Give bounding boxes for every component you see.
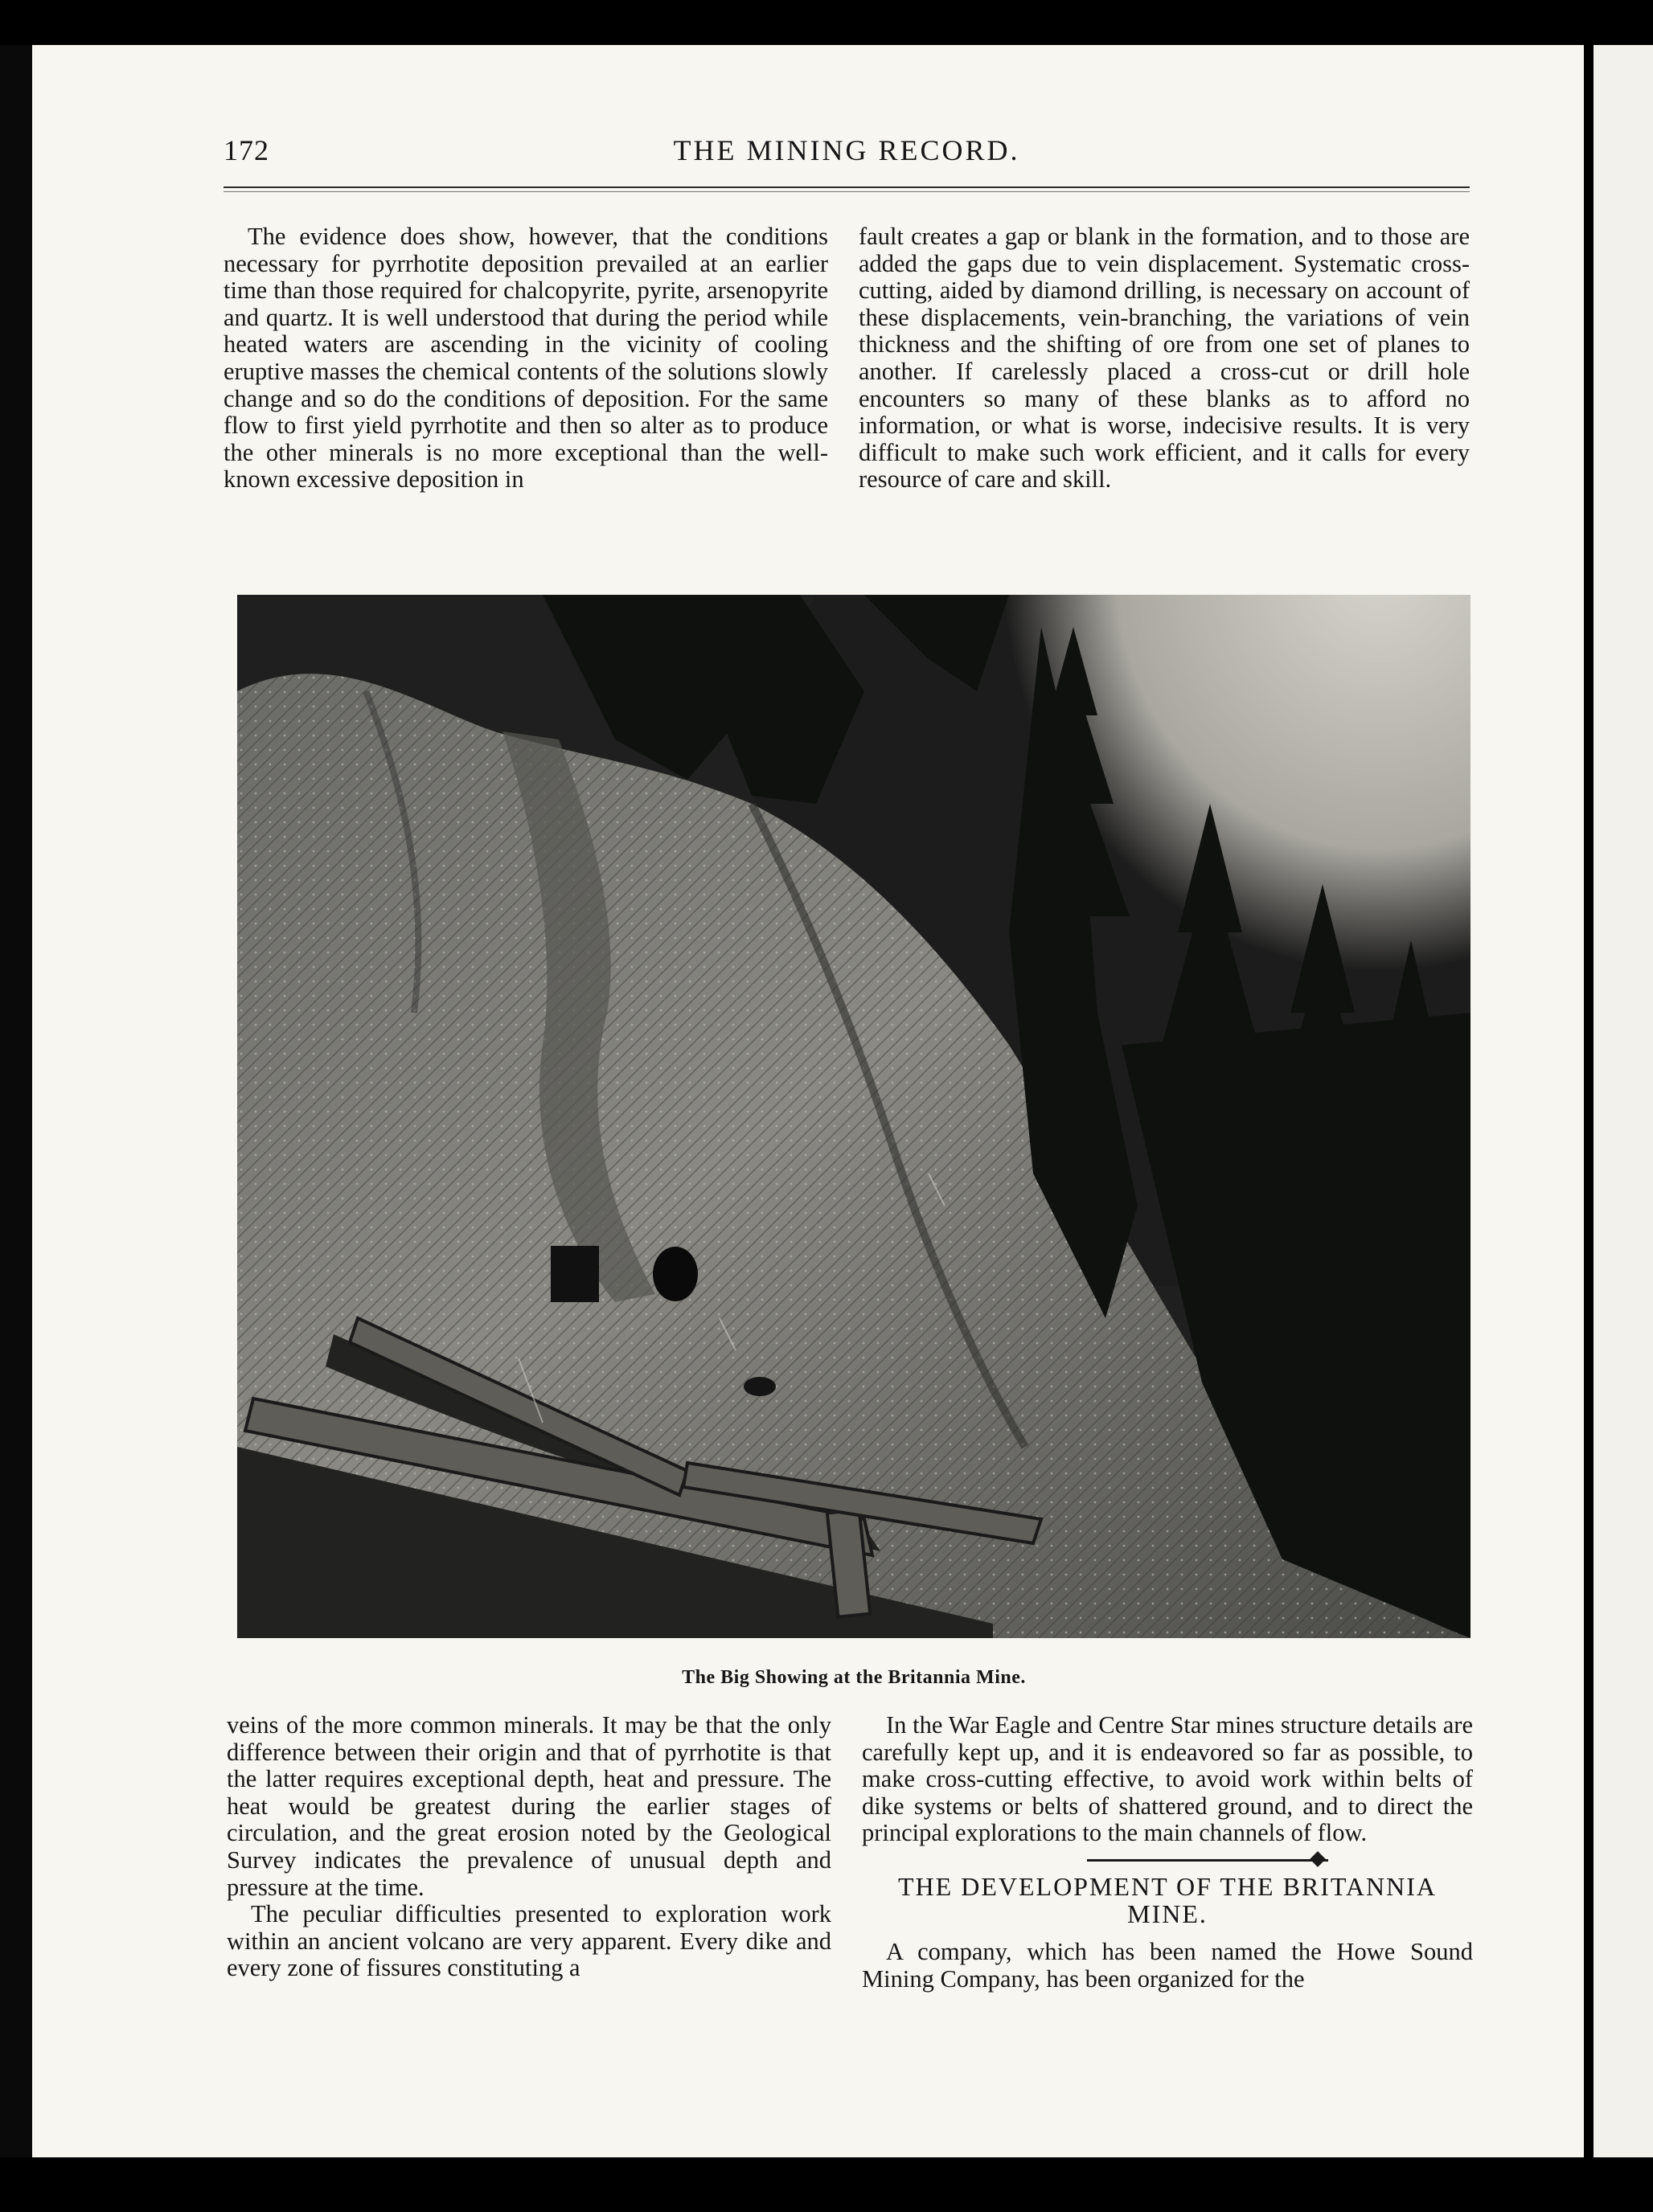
paragraph: fault creates a gap or blank in the formation, and to those are added the gaps due to vein displacement. Systematic cross-cutting, aided by diamond drilling, is necessary on account of these displacements, vein-branching, the variations of vein thickness and the shifting of ore from one set of planes to another. If carelessly placed a cross-cut or drill hole encounters so many of these blanks as to afford no information, or what is worse, indecisive results. It is very difficult to make such work efficient, and it calls for every resource of care and skill. xyxy=(859,223,1470,494)
section-heading: THE DEVELOPMENT OF THE BRITANNIA MINE. xyxy=(898,1871,1437,1928)
paragraph: In the War Eagle and Centre Star mines structure details are carefully kept up, and it is endeavored so far as possible, to make cross-cutting effective, to avoid work within belts of dike systems or belts of shattered ground, and to direct the principal explorations to the main channels of flow. xyxy=(862,1711,1473,1847)
section-ornament xyxy=(862,1852,1473,1868)
page-number: 172 xyxy=(224,134,269,166)
scan-border-left xyxy=(0,45,32,2157)
column-bottom-right xyxy=(862,1712,1473,1993)
header-rule-bottom xyxy=(224,191,1470,192)
adjacent-page-edge xyxy=(1594,45,1653,2157)
page-header xyxy=(224,133,1470,182)
paragraph: The evidence does show, however, that the conditions necessary for pyrrhotite deposition prevailed at an earlier time than those required for chalcopyrite, pyrite, arsenopyrite and quartz. It is well understood that during the period while heated waters are ascending in the vicinity of cooling eruptive masses the chemical contents of the solutions slowly change and so do the conditions of deposition. For the same flow to first yield pyrrhotite and then so alter as to produce the other minerals is no more exceptional than the well-known excessive deposition in xyxy=(224,223,828,494)
paragraph: A company, which has been named the Howe Sound Mining Company, has been organized for the xyxy=(862,1937,1473,1993)
running-title: THE MINING RECORD. xyxy=(673,134,1020,166)
header-rule-top xyxy=(224,186,1470,188)
column-top-right xyxy=(859,223,1470,494)
photo-big-showing-britannia-mine xyxy=(237,595,1470,1638)
column-top-left xyxy=(224,223,828,494)
diamond-icon xyxy=(1310,1851,1326,1867)
paragraph: The peculiar difficulties presented to exploration work within an ancient volcano are very apparent. Every dike and every zone of fissures constituting a xyxy=(227,1900,831,1982)
column-bottom-left xyxy=(227,1712,831,1982)
figure-caption: The Big Showing at the Britannia Mine. xyxy=(682,1667,1026,1688)
paragraph: veins of the more common minerals. It may be that the only difference between their origin and that of pyrrhotite is that the latter requires exceptional depth, heat and pressure. The heat would be greatest during the earlier stages of circulation, and the great erosion noted by the Geological Survey indicates the prevalence of unusual depth and pressure at the time. xyxy=(227,1711,831,1901)
